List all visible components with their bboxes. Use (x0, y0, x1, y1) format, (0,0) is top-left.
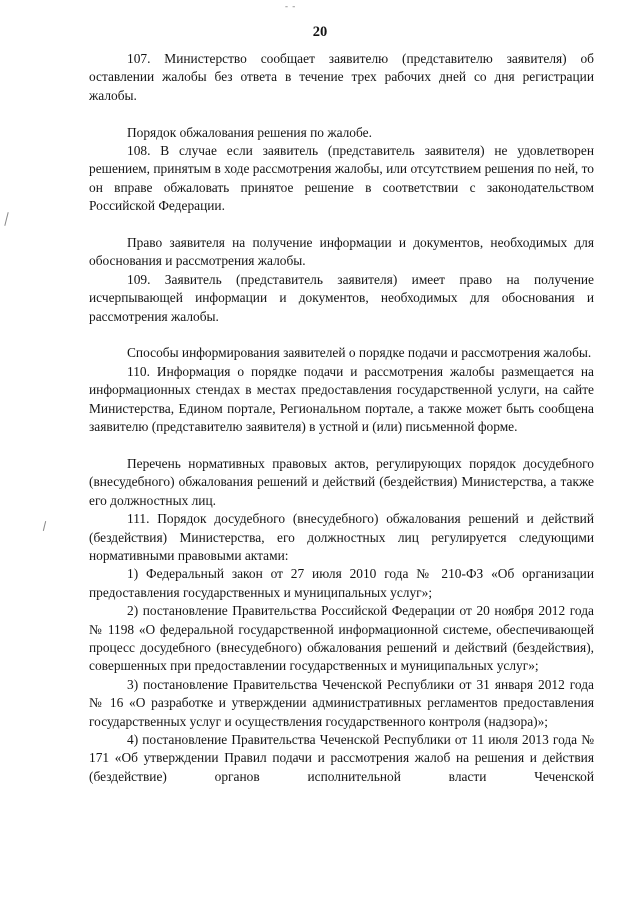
heading-applicant-right: Право заявителя на получение информации и документов, необходимых для обоснования и рассмотрения жалобы. (89, 235, 594, 269)
heading-informing-methods: Способы информирования заявителей о порядке подачи и рассмотрения жалобы. (127, 345, 592, 361)
heading-appeal-procedure: Порядок обжалования решения по жалобе. (127, 124, 372, 140)
page-number: 20 (312, 24, 328, 40)
paragraph-107: 107. Министерство сообщает заявителю (представителю заявителя) об оставлении жалобы без ответа в течение трех рабочих дней со дня регистрации жалобы. (89, 51, 594, 103)
margin-mark (43, 521, 46, 531)
margin-mark (4, 212, 8, 226)
paragraph-111: 111. Порядок досудебного (внесудебного) обжалования решений и действий (бездействия) Министерства, его должностных лиц регулируется следующими нормативными правовыми актами: (89, 511, 594, 563)
heading-regulatory-acts: Перечень нормативных правовых актов, регулирующих порядок досудебного (внесудебного) обжалования решений и действий (бездействия) Министерства, а также его должностных лиц. (89, 455, 594, 508)
paragraph-110: 110. Информация о порядке подачи и рассмотрения жалобы размещается на информационных стендах в местах предоставления государственной услуги, на сайте Министерства, Едином портале, Региональном портале, а также может быть сообщена заявителю (представителю заявителя) в устной и (или) письменной форме. (89, 363, 594, 435)
list-item-2: 2) постановление Правительства Российской Федерации от 20 ноября 2012 года № 1198 «О федеральной государственной информационной системе, обеспечивающей процесс досудебного (внесудебного) обжалования решений и действий (бездействия), совершенных при предоставлении государственных и муниципальных услуг»; (89, 603, 594, 674)
top-mark: - - (285, 1, 297, 11)
list-item-3: 3) постановление Правительства Чеченской Республики от 31 января 2012 года № 16 «О разработке и утверждении административных регламентов предоставления государственных услуг и осуществления государственного контроля (надзора)»; (89, 676, 594, 729)
document-body (89, 50, 594, 786)
paragraph-109: 109. Заявитель (представитель заявителя) имеет право на получение исчерпывающей информации и документов, необходимых для обоснования и рассмотрения жалобы. (89, 271, 594, 324)
paragraph-108: 108. В случае если заявитель (представитель заявителя) не удовлетворен решением, принятым в ходе рассмотрения жалобы, или отсутствием решения по ней, то он вправе обжаловать принятое решение в соответствии с законодательством Российской Федерации. (89, 143, 594, 214)
list-item-1: 1) Федеральный закон от 27 июля 2010 года № 210-ФЗ «Об организации предоставления государственных и муниципальных услуг»; (89, 566, 594, 600)
list-item-4: 4) постановление Правительства Чеченской Республики от 11 июля 2013 года № 171 «Об утверждении Правил подачи и рассмотрения жалоб на решения и действия (бездействие) органов исполнительной власти Чеченской (89, 731, 594, 784)
